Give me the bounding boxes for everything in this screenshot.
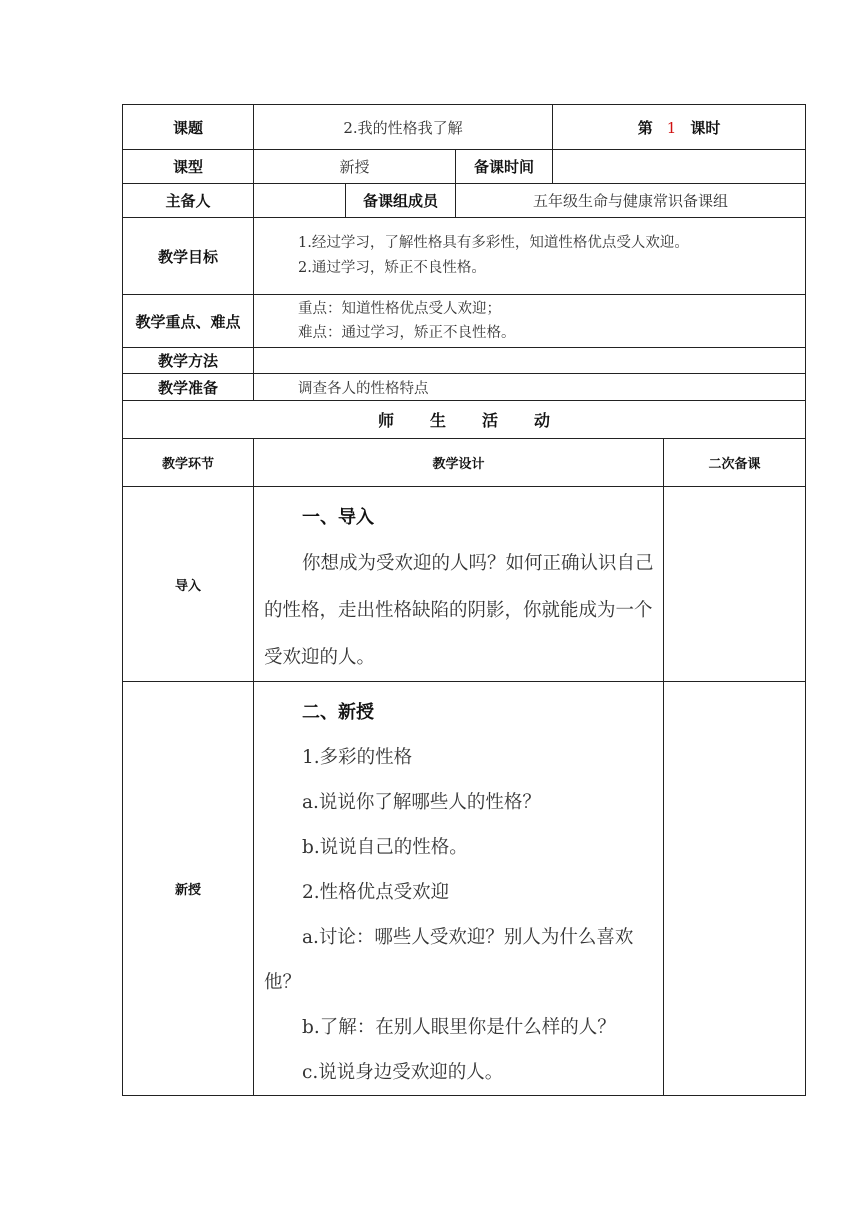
type-label: 课型	[123, 150, 254, 184]
second-prep-new-lesson[interactable]	[664, 682, 806, 1096]
goals-content	[254, 218, 806, 295]
lesson-plan-table	[122, 104, 806, 1096]
type-value: 新授	[254, 150, 456, 184]
new-lesson-line: a.说说你了解哪些人的性格？	[302, 792, 541, 813]
key-points-label: 教学重点、难点	[123, 295, 254, 348]
group-label: 备课组成员	[346, 184, 456, 218]
preparation-label: 教学准备	[123, 374, 254, 401]
group-value: 五年级生命与健康常识备课组	[456, 184, 806, 218]
key-point-line-2: 难点：通过学习，矫正不良性格。	[298, 325, 516, 341]
method-value[interactable]	[254, 348, 806, 374]
column-second-prep-header: 二次备课	[664, 439, 806, 487]
column-header-row	[123, 439, 806, 487]
activity-title-row	[123, 401, 806, 439]
key-point-line-1: 重点：知道性格优点受人欢迎；	[298, 301, 501, 317]
intro-paragraph: 你想成为受欢迎的人吗？如何正确认识自己的性格，走出性格缺陷的阴影，你就能成为一个受欢迎的人。	[264, 553, 654, 668]
prep-time-value[interactable]	[553, 150, 806, 184]
method-row	[123, 348, 806, 374]
intro-heading: 一、导入	[302, 507, 374, 528]
lesson-number-cell	[553, 105, 806, 150]
stage-intro: 导入	[123, 487, 254, 682]
topic-value: 2.我的性格我了解	[254, 105, 553, 150]
activity-title: 师 生 活 动	[123, 401, 806, 439]
section-row	[123, 682, 806, 1096]
section-row	[123, 487, 806, 682]
column-stage-header: 教学环节	[123, 439, 254, 487]
new-lesson-line: a.讨论：哪些人受欢迎？别人为什么喜欢他？	[264, 927, 634, 993]
lesson-prefix: 第	[637, 118, 653, 137]
goal-line-2: 2.通过学习，矫正不良性格。	[298, 260, 486, 276]
goal-line-1: 1.经过学习，了解性格具有多彩性，知道性格优点受人欢迎。	[298, 235, 689, 251]
type-row	[123, 150, 806, 184]
preparation-value: 调查各人的性格特点	[254, 374, 806, 401]
key-points-content	[254, 295, 806, 348]
method-label: 教学方法	[123, 348, 254, 374]
preparation-row	[123, 374, 806, 401]
new-lesson-line: c.说说身边受欢迎的人。	[302, 1062, 504, 1083]
goals-label: 教学目标	[123, 218, 254, 295]
key-points-row	[123, 295, 806, 348]
stage-new-lesson: 新授	[123, 682, 254, 1096]
author-value[interactable]	[254, 184, 346, 218]
new-lesson-line: 2.性格优点受欢迎	[302, 882, 450, 903]
second-prep-intro[interactable]	[664, 487, 806, 682]
lesson-number: 1	[666, 118, 677, 137]
goals-row	[123, 218, 806, 295]
design-new-lesson	[254, 682, 664, 1096]
author-label: 主备人	[123, 184, 254, 218]
new-lesson-line: b.了解：在别人眼里你是什么样的人？	[302, 1017, 616, 1038]
new-lesson-line: 1.多彩的性格	[302, 747, 413, 768]
prep-time-label: 备课时间	[456, 150, 553, 184]
new-lesson-line: b.说说自己的性格。	[302, 837, 468, 858]
new-lesson-heading: 二、新授	[302, 702, 374, 723]
lesson-suffix: 课时	[690, 118, 721, 137]
design-intro	[254, 487, 664, 682]
topic-row	[123, 105, 806, 150]
author-row	[123, 184, 806, 218]
topic-label: 课题	[123, 105, 254, 150]
column-design-header: 教学设计	[254, 439, 664, 487]
